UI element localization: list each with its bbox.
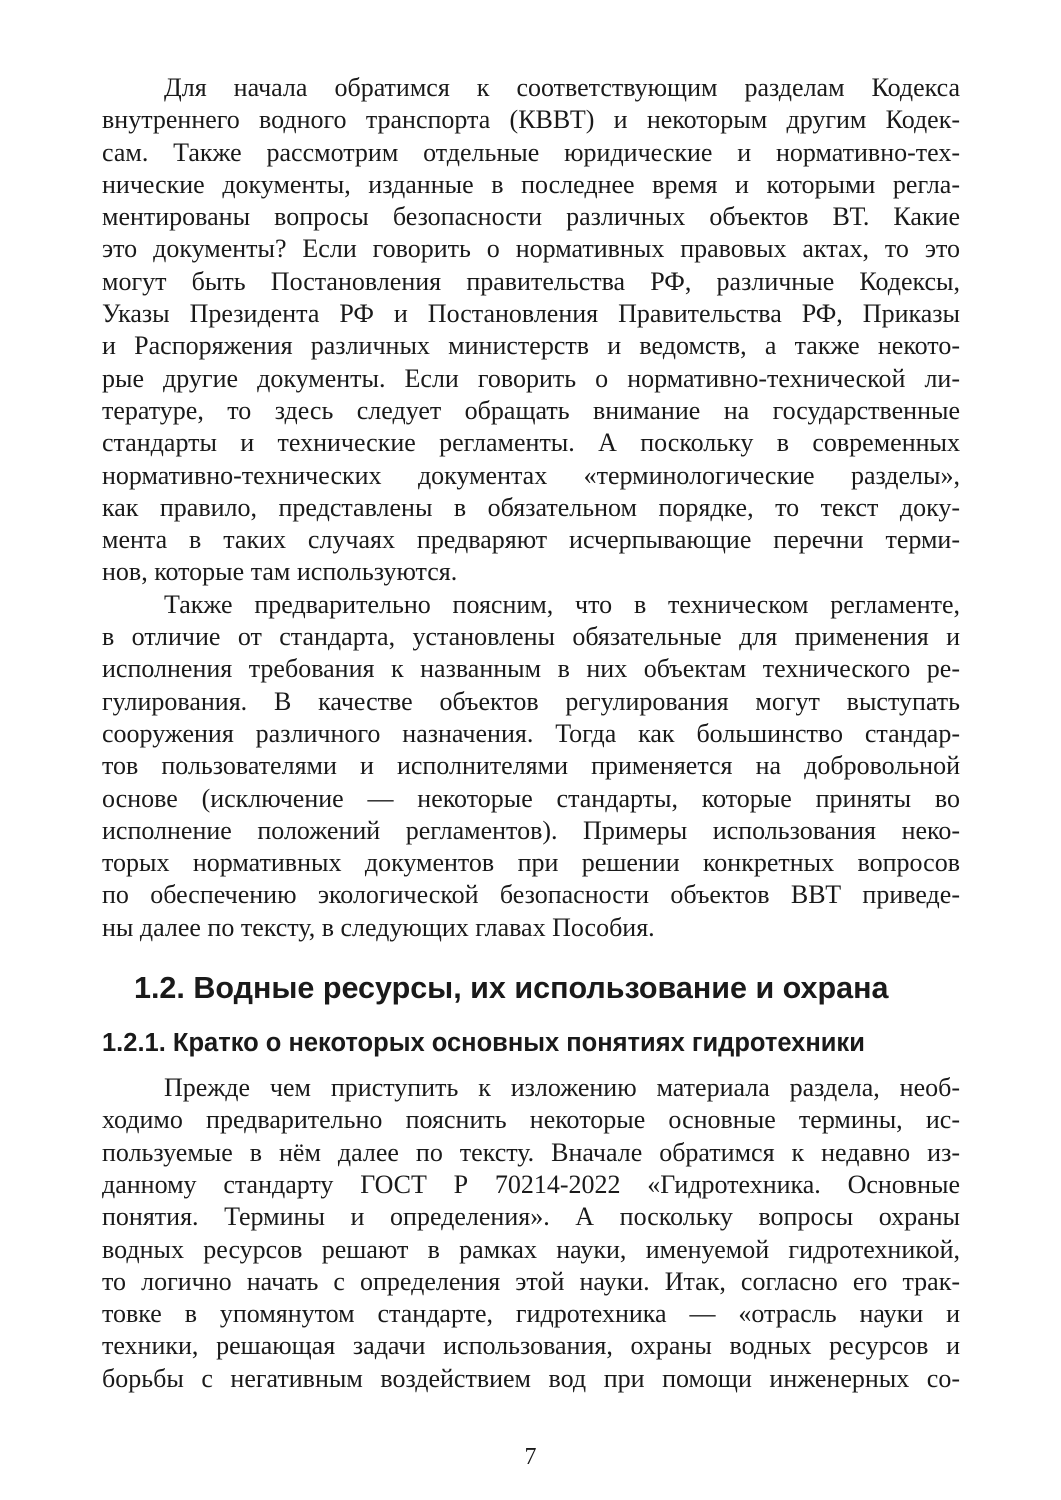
page-number: 7 xyxy=(524,1444,537,1470)
text-line: ментированы вопросы безопасности различных объектов ВТ. Какие xyxy=(102,202,960,232)
text-line: рые другие документы. Если говорить о нормативно-технической ли- xyxy=(102,363,960,393)
text-line: тературе, то здесь следует обращать внимание на государственные xyxy=(102,395,960,425)
text-line: и Распоряжения различных министерств и ведомств, а также некото- xyxy=(102,331,960,361)
text-line: мента в таких случаях предваряют исчерпывающие перечни терми- xyxy=(102,525,960,555)
text-line: это документы? Если говорить о нормативных правовых актах, то это xyxy=(102,234,960,264)
text-line: в отличие от стандарта, установлены обязательные для применения и xyxy=(102,622,960,652)
text-line: тов пользователями и исполнителями применяется на добровольной xyxy=(102,751,960,781)
text-line: пользуемые в нём далее по тексту. Вначале обратимся к недавно из- xyxy=(102,1137,960,1167)
text-line: стандарты и технические регламенты. А поскольку в современных xyxy=(102,428,960,458)
paragraph-1 xyxy=(102,72,960,589)
text-line: нов, которые там используются. xyxy=(102,557,458,587)
text-line: данному стандарту ГОСТ Р 70214-2022 «Гидротехника. Основные xyxy=(102,1169,960,1199)
text-line: могут быть Постановления правительства РФ, различные Кодексы, xyxy=(102,266,960,296)
text-line: техники, решающая задачи использования, охраны водных ресурсов и xyxy=(102,1331,960,1361)
text-line: то логично начать с определения этой науки. Итак, согласно его трак- xyxy=(102,1266,960,1296)
text-line: Также предварительно поясним, что в техническом регламенте, xyxy=(164,589,960,619)
text-line: внутреннего водного транспорта (КВВТ) и некоторым другим Кодек- xyxy=(102,105,960,135)
text-line: ходимо предварительно пояснить некоторые основные термины, ис- xyxy=(102,1105,960,1135)
text-line: как правило, представлены в обязательном порядке, то текст доку- xyxy=(102,492,960,522)
text-line: нические документы, изданные в последнее время и которыми регла- xyxy=(102,169,960,199)
paragraph-2 xyxy=(102,589,960,944)
text-line: Указы Президента РФ и Постановления Правительства РФ, Приказы xyxy=(102,299,960,329)
text-line: ны далее по тексту, в следующих главах Пособия. xyxy=(102,912,655,942)
text-line: исполнение положений регламентов). Примеры использования неко- xyxy=(102,815,960,845)
subsection-heading: 1.2.1. Кратко о некоторых основных понятиях гидротехники xyxy=(102,1029,865,1058)
page-body xyxy=(102,72,960,1395)
text-line: гулирования. В качестве объектов регулирования могут выступать xyxy=(102,686,960,716)
text-line: Прежде чем приступить к изложению материала раздела, необ- xyxy=(164,1073,960,1103)
text-line: Для начала обратимся к соответствующим разделам Кодекса xyxy=(164,73,960,102)
section-heading: 1.2. Водные ресурсы, их использование и охрана xyxy=(134,971,889,1006)
text-line: по обеспечению экологической безопасности объектов ВВТ приведе- xyxy=(102,880,960,910)
text-line: основе (исключение — некоторые стандарты, которые приняты во xyxy=(102,783,960,813)
text-line: сам. Также рассмотрим отдельные юридические и нормативно-тех- xyxy=(102,137,960,167)
text-line: нормативно-технических документах «терминологические разделы», xyxy=(102,460,960,490)
text-line: товке в упомянутом стандарте, гидротехника — «отрасль науки и xyxy=(102,1299,960,1329)
text-line: борьбы с негативным воздействием вод при помощи инженерных со- xyxy=(102,1363,960,1393)
text-line: понятия. Термины и определения». А поскольку вопросы охраны xyxy=(102,1202,960,1232)
text-line: сооружения различного назначения. Тогда как большинство стандар- xyxy=(102,718,960,748)
paragraph-3 xyxy=(102,1072,960,1395)
text-line: торых нормативных документов при решении конкретных вопросов xyxy=(102,848,960,878)
text-line: исполнения требования к названным в них объектам технического ре- xyxy=(102,654,960,684)
text-line: водных ресурсов решают в рамках науки, именуемой гидротехникой, xyxy=(102,1234,960,1264)
